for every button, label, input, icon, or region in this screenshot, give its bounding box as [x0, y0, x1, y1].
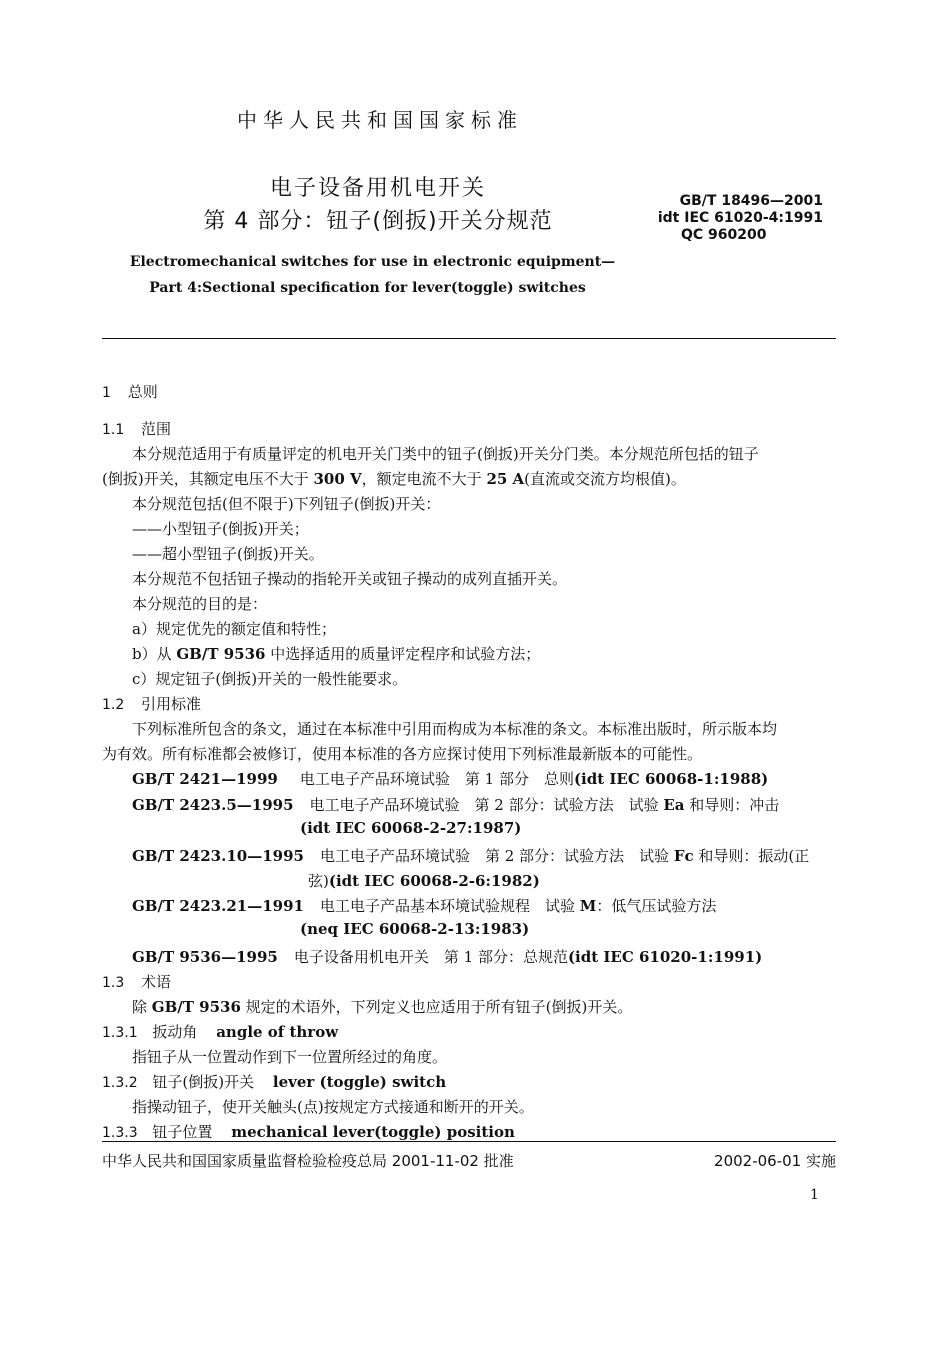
list-item [132, 643, 540, 664]
reference-code: GB/T 2423.5—1995 [132, 796, 294, 814]
section-1-heading [102, 381, 158, 402]
reference-entry [132, 946, 762, 967]
term-number: 1.3.3 [102, 1125, 138, 1141]
title-en-line1: Electromechanical switches for use in electronic equipment— [129, 254, 616, 270]
term-zh: 钮子位置 [152, 1123, 213, 1141]
title-zh-line1: 电子设备用机电开关 [269, 176, 486, 201]
text-run: (倒扳)开关，其额定电压不大于 [102, 470, 314, 488]
term-number: 1.3.1 [102, 1025, 138, 1041]
reference-title: 电工电子产品基本环境试验规程 试验 [319, 897, 580, 915]
paragraph-line: 本分规范包括(但不限于)下列钮子(倒扳)开关： [132, 495, 441, 513]
term-1-3-2 [102, 1071, 446, 1092]
reference-idt: (idt IEC 60068-1:1988) [573, 770, 769, 788]
reference-code: GB/T 9536—1995 [132, 948, 278, 966]
reference-title: 电工电子产品环境试验 第 1 部分 总则 [299, 770, 574, 788]
page-number: 1 [810, 1187, 819, 1203]
list-item: a）规定优先的额定值和特性； [132, 620, 336, 638]
text-run: 中选择适用的质量评定程序和试验方法； [265, 645, 541, 663]
section-number: 1.3 [102, 975, 125, 991]
term-zh: 钮子(倒扳)开关 [152, 1073, 255, 1091]
paragraph-line: 本分规范不包括钮子操动的指轮开关或钮子操动的成列直插开关。 [132, 570, 568, 588]
paragraph-line: 下列标准所包含的条文，通过在本标准中引用而构成为本标准的条文。本标准出版时，所示版本均 [132, 720, 778, 738]
footer-rule [102, 1141, 836, 1142]
section-number: 1.1 [102, 422, 125, 438]
rated-current: 25 A [486, 470, 525, 488]
reference-code: GB/T 2421—1999 [132, 770, 278, 788]
term-definition: 指操动钮子，使开关触头(点)按规定方式接通和断开的开关。 [132, 1098, 534, 1116]
paragraph-line [132, 996, 632, 1017]
reference-test: Ea [663, 796, 685, 814]
reference-test: M [579, 897, 597, 915]
reference-title: 电工电子产品环境试验 第 2 部分：试验方法 试验 [309, 796, 664, 814]
reference-entry [132, 895, 716, 916]
reference-title-cont: 和导则：振动(正 [693, 847, 810, 865]
title-zh-line2: 第 4 部分：钮子(倒扳)开关分规范 [203, 209, 553, 234]
section-title: 总则 [127, 383, 158, 401]
reference-code: GB/T 2423.10—1995 [132, 847, 304, 865]
rated-voltage: 300 V [313, 470, 362, 488]
term-en: mechanical lever(toggle) position [231, 1123, 515, 1141]
reference-title-cont: 和导则：冲击 [684, 796, 780, 814]
term-number: 1.3.2 [102, 1075, 138, 1091]
text-run: 规定的术语外，下列定义也应适用于所有钮子(倒扳)开关。 [240, 998, 633, 1016]
term-definition: 指钮子从一位置动作到下一位置所经过的角度。 [132, 1048, 448, 1066]
text-run: 弦) [308, 872, 329, 890]
section-1-3-heading [102, 971, 171, 992]
code-qc: QC 960200 [681, 227, 767, 243]
reference-title: 电子设备用机电开关 第 1 部分：总规范 [293, 948, 568, 966]
list-item: c）规定钮子(倒扳)开关的一般性能要求。 [132, 670, 408, 688]
reference-idt: (idt IEC 61020-1:1991) [567, 948, 763, 966]
standard-ref: GB/T 9536 [176, 645, 266, 663]
text-run: (直流或交流方均根值)。 [524, 470, 686, 488]
reference-continuation [308, 870, 540, 891]
paragraph-line: 为有效。所有标准都会被修订，使用本标准的各方应探讨使用下列标准最新版本的可能性。 [102, 745, 703, 763]
standard-ref: GB/T 9536 [151, 998, 241, 1016]
section-1-1-heading [102, 418, 171, 439]
reference-idt: (idt IEC 60068-2-27:1987) [300, 819, 522, 837]
implementation-date: 2002-06-01 实施 [714, 1152, 836, 1170]
approval-line: 中华人民共和国国家质量监督检验检疫总局 2001-11-02 批准 [102, 1152, 514, 1170]
section-title: 范围 [141, 420, 172, 438]
section-1-2-heading [102, 693, 201, 714]
text-run: b）从 [132, 645, 177, 663]
list-item: ——小型钮子(倒扳)开关； [132, 520, 309, 538]
list-item: ——超小型钮子(倒扳)开关。 [132, 545, 324, 563]
section-number: 1.2 [102, 697, 125, 713]
national-standard-heading: 中华人民共和国国家标准 [237, 108, 523, 132]
term-1-3-3 [102, 1121, 515, 1142]
term-zh: 扳动角 [152, 1023, 198, 1041]
reference-entry [132, 845, 809, 866]
standard-codes [651, 193, 853, 244]
title-en-line2: Part 4:Sectional specification for lever(toggle) switches [149, 280, 586, 296]
text-run: 除 [132, 998, 152, 1016]
reference-entry [132, 794, 779, 815]
section-number: 1 [102, 385, 111, 401]
term-en: lever (toggle) switch [272, 1073, 447, 1091]
reference-title-cont: ：低气压试验方法 [596, 897, 717, 915]
code-idt: idt IEC 61020-4:1991 [657, 210, 823, 226]
reference-test: Fc [673, 847, 694, 865]
term-1-3-1 [102, 1021, 338, 1042]
reference-idt: (neq IEC 60068-2-13:1983) [300, 920, 530, 938]
paragraph-line: 本分规范适用于有质量评定的机电开关门类中的钮子(倒扳)开关分门类。本分规范所包括的钮子 [132, 445, 759, 463]
reference-code: GB/T 2423.21—1991 [132, 897, 304, 915]
reference-title: 电工电子产品环境试验 第 2 部分：试验方法 试验 [319, 847, 674, 865]
term-en: angle of throw [216, 1023, 339, 1041]
reference-entry [132, 768, 768, 789]
header-rule [102, 338, 836, 339]
section-title: 引用标准 [141, 695, 202, 713]
section-title: 术语 [141, 973, 172, 991]
reference-idt: (idt IEC 60068-2-6:1982) [328, 872, 540, 890]
paragraph-line: 本分规范的目的是： [132, 595, 268, 613]
paragraph-line [102, 468, 686, 489]
text-run: ，额定电流不大于 [361, 470, 487, 488]
code-gb: GB/T 18496—2001 [679, 193, 823, 209]
